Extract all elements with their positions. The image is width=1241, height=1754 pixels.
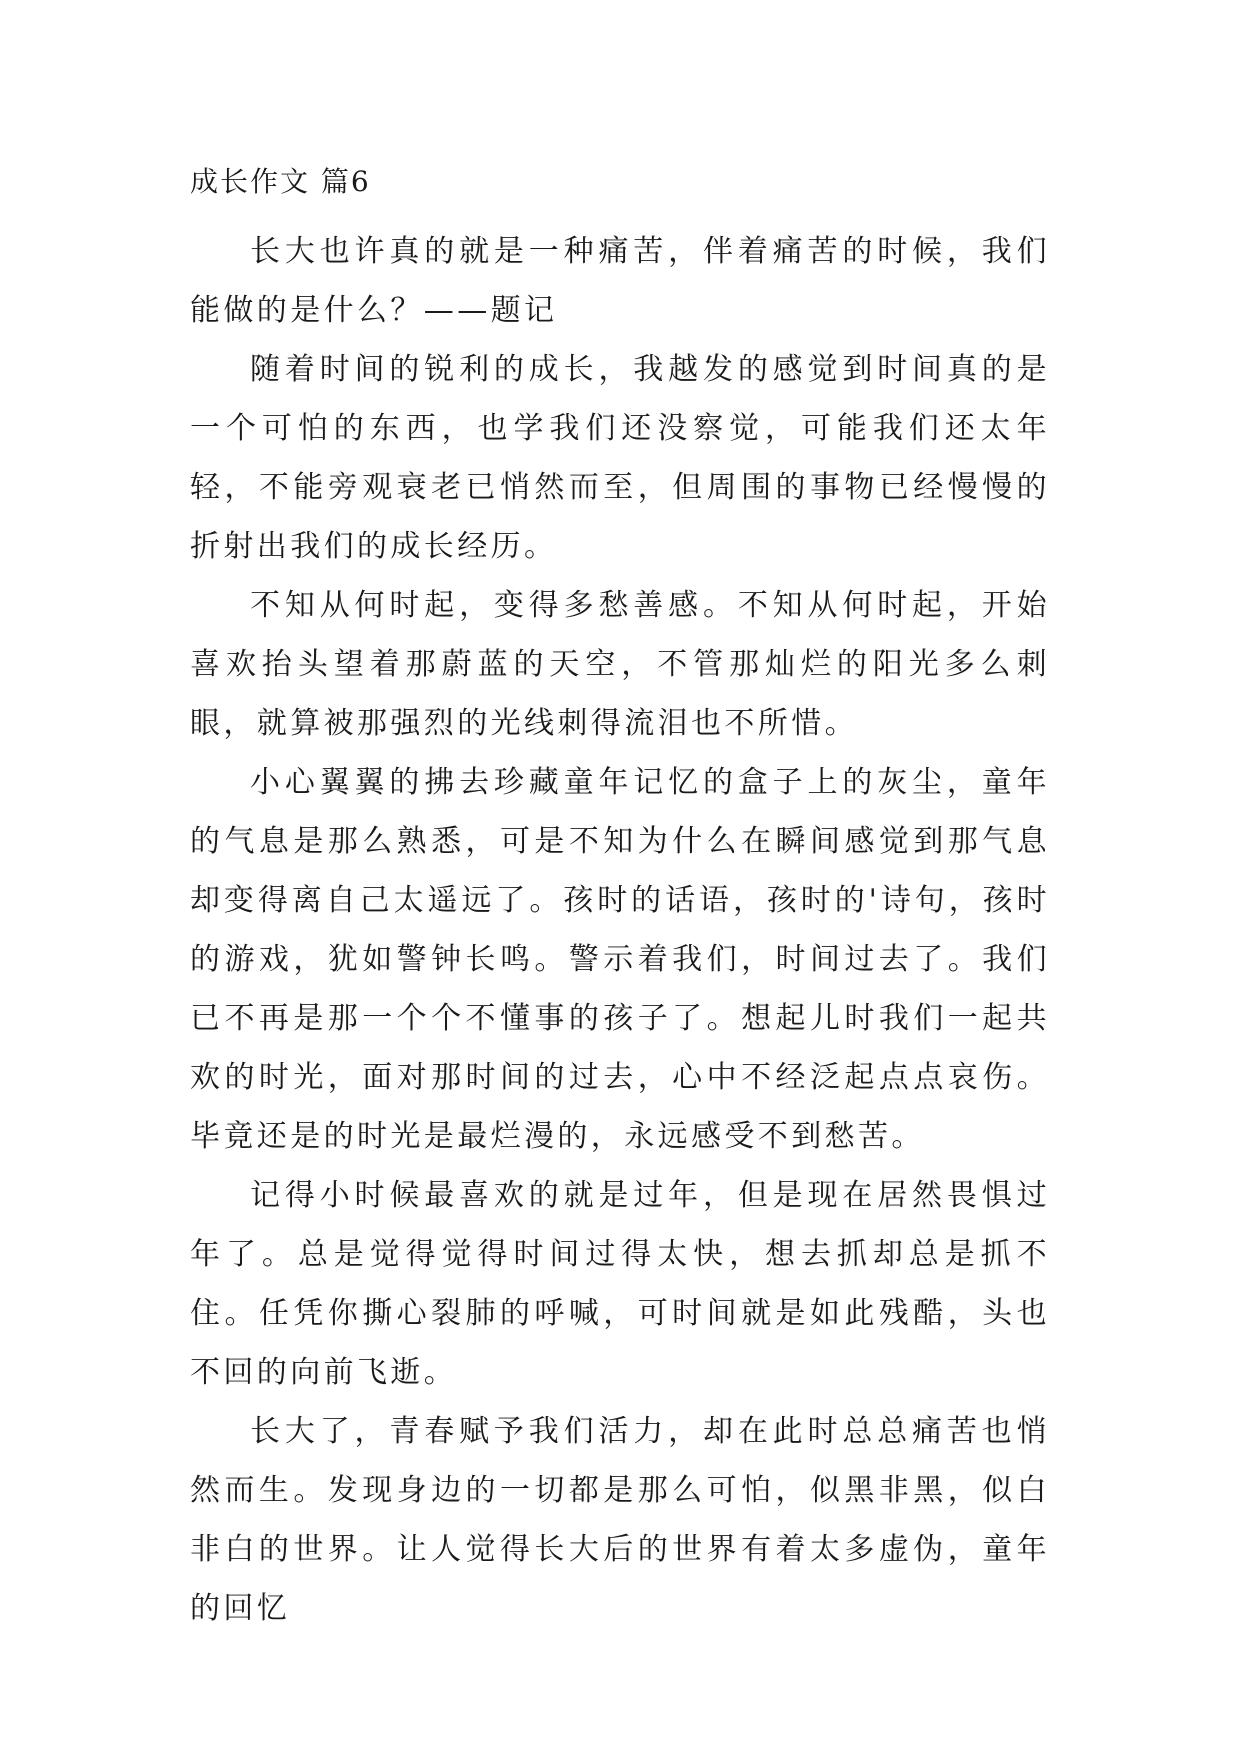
essay-title: 成长作文 篇6 bbox=[190, 165, 371, 198]
paragraph-epigraph: 长大也许真的就是一种痛苦，伴着痛苦的时候，我们能做的是什么？——题记 bbox=[190, 234, 1050, 328]
document-body bbox=[190, 162, 1050, 1638]
paragraph: 小心翼翼的拂去珍藏童年记忆的盒子上的灰尘，童年的气息是那么熟悉，可是不知为什么在瞬间感觉到那气息却变得离自己太遥远了。孩时的话语，孩时的'诗句，孩时的游戏，犹如警钟长鸣。警示着我们，时间过去了。我们已不再是那一个个不懂事的孩子了。想起儿时我们一起共欢的时光，面对那时间的过去，心中不经泛起点点哀伤。毕竟还是的时光是最烂漫的，永远感受不到愁苦。 bbox=[190, 765, 1050, 1154]
paragraph: 长大了，青春赋予我们活力，却在此时总总痛苦也悄然而生。发现身边的一切都是那么可怕，似黑非黑，似白非白的世界。让人觉得长大后的世界有着太多虚伪，童年的回忆 bbox=[190, 1414, 1050, 1626]
paragraph: 记得小时候最喜欢的就是过年，但是现在居然畏惧过年了。总是觉得觉得时间过得太快，想去抓却总是抓不住。任凭你撕心裂肺的呼喊，可时间就是如此残酷，头也不回的向前飞逝。 bbox=[190, 1178, 1050, 1390]
paragraph: 随着时间的锐利的成长，我越发的感觉到时间真的是一个可怕的东西，也学我们还没察觉，可能我们还太年轻，不能旁观衰老已悄然而至，但周围的事物已经慢慢的折射出我们的成长经历。 bbox=[190, 352, 1050, 564]
paragraph: 不知从何时起，变得多愁善感。不知从何时起，开始喜欢抬头望着那蔚蓝的天空，不管那灿烂的阳光多么刺眼，就算被那强烈的光线刺得流泪也不所惜。 bbox=[190, 588, 1050, 741]
